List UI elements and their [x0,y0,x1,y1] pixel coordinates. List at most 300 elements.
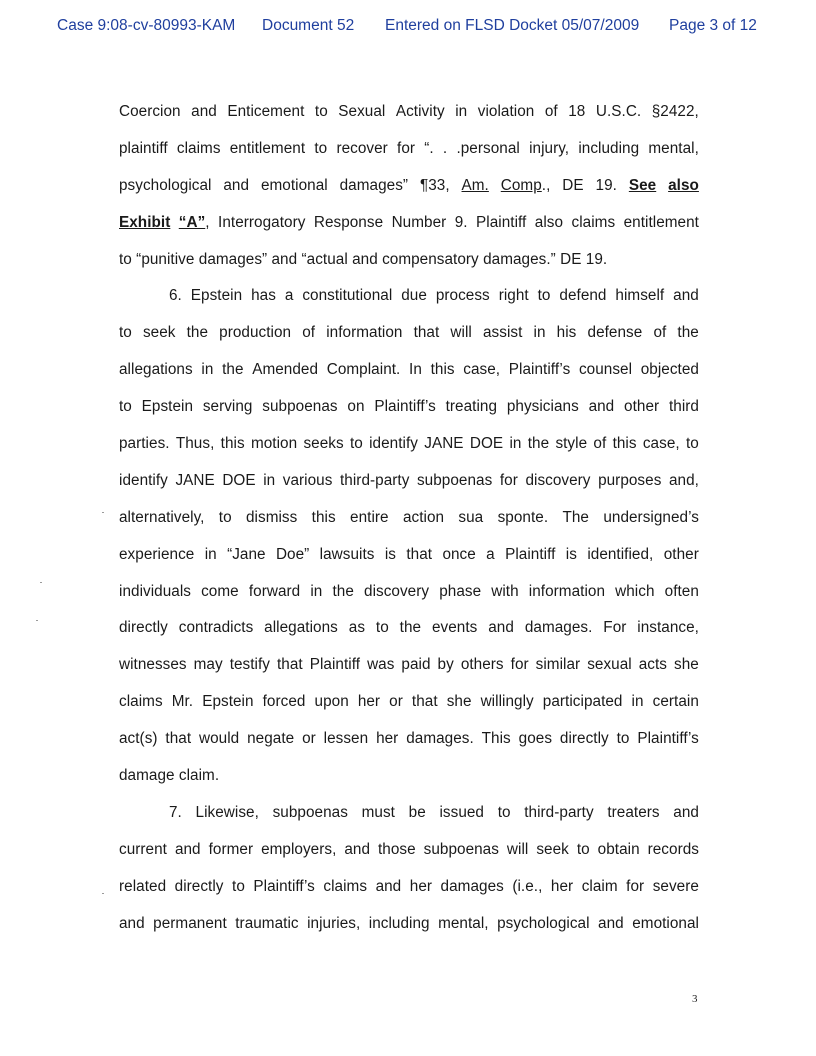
text-run: upon [314,693,349,711]
text-run: would [199,730,240,748]
text-run: §2422, [651,103,699,120]
scan-speck [36,620,38,621]
underlined-text: Am. [461,176,489,194]
text-run: due [401,287,427,305]
text-run: the [399,619,422,637]
word [344,832,370,869]
word [350,500,389,537]
text-run: of [544,103,558,120]
word [176,426,215,463]
word [525,463,590,500]
text-run: and [588,398,615,416]
word [512,869,542,906]
body-line [119,278,699,315]
text-run: Coercion [119,103,181,120]
word [478,94,535,131]
word [669,389,699,426]
word [340,168,408,205]
text-run: those [378,840,416,858]
word [579,352,632,389]
word [221,426,245,463]
word [596,94,641,131]
text-run: Epstein [190,287,243,305]
text-run: process [435,287,490,305]
word [603,610,626,647]
text-run: directly [559,730,609,748]
text-run: other [624,398,660,416]
text-run: psychological [497,914,590,932]
text-run: claim [581,877,618,895]
text-run: treating [445,398,498,416]
text-run: to [537,287,551,305]
text-run: directly [119,619,168,637]
text-run: production [219,324,292,342]
text-run: 6. [169,287,182,305]
word [246,500,297,537]
text-run: current [119,840,167,858]
text-run: seek [142,324,176,342]
docket-header [0,17,816,39]
text-run: in [204,545,217,563]
text-run: sua [458,508,484,526]
word [420,168,450,205]
body-line [119,131,699,168]
word [653,684,699,721]
word [589,389,615,426]
text-run: act(s) [119,730,158,748]
text-run: and [598,914,624,932]
word [142,389,193,426]
text-run: Response [313,213,384,231]
word [598,832,640,869]
word [323,869,367,906]
word [401,278,427,315]
word [119,610,168,647]
text-run: Plaintiff’s [374,398,436,416]
text-run: undersigned’s [603,508,699,526]
text-run: 9. [454,213,468,231]
text-run: and [271,250,298,268]
word [358,684,380,721]
word [481,684,534,721]
text-run: that [165,730,192,748]
word [263,463,275,500]
word [551,869,573,906]
scan-speck [102,893,104,894]
text-run: must [361,803,395,821]
text-run: psychological [119,176,212,194]
word [498,795,511,832]
word [578,131,639,168]
word [272,242,298,279]
word [169,278,182,315]
text-run: 19. [585,250,608,268]
word [587,537,653,574]
page-number: 3 [692,993,698,1005]
word [179,610,254,647]
word [607,795,659,832]
word [307,906,360,943]
word [119,352,193,389]
text-run: to [314,103,328,120]
word [509,352,570,389]
word [535,205,563,242]
body-line [119,574,699,611]
word [191,278,242,315]
body-line [119,869,699,906]
word [119,500,204,537]
word [438,647,454,684]
word [412,684,438,721]
text-run: compensatory [382,250,479,268]
word [557,315,577,352]
word [338,94,385,131]
word [169,795,182,832]
text-run: subpoenas [416,471,493,489]
word [397,131,415,168]
word [424,131,433,168]
text-run: that [411,693,438,711]
word [349,610,365,647]
header-page-count: Page 3 of 12 [669,17,757,34]
text-run: her [376,730,399,748]
text-run: will [450,324,472,342]
word [261,168,328,205]
word [396,94,445,131]
word [374,389,435,426]
text-run: Plaintiff [309,656,361,674]
text-run: treaters [607,803,660,821]
word [324,721,369,758]
word [500,463,518,500]
word [218,205,305,242]
word [673,278,699,315]
word [572,205,616,242]
text-run: Plaintiff [476,213,527,231]
text-run: may [193,656,223,674]
word [534,315,546,352]
text-run: a [284,287,294,305]
text-run: alternatively, [119,508,205,526]
body-line [119,389,699,426]
word [119,684,163,721]
text-run: assist [483,324,523,342]
text-run: forward [248,582,301,600]
word [432,610,477,647]
word [315,684,349,721]
text-run: permanent [153,914,227,932]
text-run: “punitive [136,250,195,268]
word [424,832,499,869]
word [119,906,145,943]
text-run: was [367,656,395,674]
text-run: recover [336,139,388,157]
body-line [119,684,699,721]
text-run: a [486,545,495,563]
word [406,721,474,758]
word [350,426,363,463]
word [669,463,699,500]
text-run: , [205,213,210,231]
scan-speck [102,512,104,513]
body-line [119,94,699,131]
text-run: paid [401,656,431,674]
text-run: with [491,582,519,600]
text-run: Amended [252,361,319,379]
text-run: including [578,139,640,157]
text-run: she [446,693,472,711]
word [461,647,504,684]
text-run: her [409,877,433,895]
text-run: damages.” [483,250,556,268]
text-run: subpoenas [272,803,348,821]
text-run: the [677,324,699,342]
word [476,205,526,242]
word [543,684,623,721]
word [235,906,298,943]
text-run: the [332,582,354,600]
word [674,647,699,684]
word [491,574,518,611]
text-run: In [409,361,422,379]
text-run: this [430,361,455,379]
word [302,315,315,352]
text-run: dismiss [245,508,298,526]
text-run: objected [640,361,699,379]
text-run: to [232,877,245,895]
word [401,647,430,684]
text-run: or [302,730,316,748]
text-run: including [368,914,430,932]
text-run: and [223,176,250,194]
word [497,906,589,943]
text-run: injury, [529,139,570,157]
word [566,537,577,574]
text-run: entitlement [623,213,699,231]
text-run: damages. [524,619,593,637]
word [626,869,644,906]
word [119,758,175,795]
text-run: for [499,471,518,489]
word [252,352,318,389]
word [205,537,217,574]
word [639,647,667,684]
word [119,242,132,279]
text-run: Complaint. [326,361,401,379]
word [382,242,479,279]
text-run: to [685,435,699,453]
text-run: for [626,877,645,895]
text-run: Epstein [202,693,254,711]
text-run: entire [350,508,389,526]
text-run: others [460,656,504,674]
text-run: in [509,435,522,453]
text-run: lessen [323,730,369,748]
word [586,242,607,279]
word [643,426,680,463]
word [536,647,581,684]
word [617,721,630,758]
word [455,205,468,242]
text-run: “. [424,139,434,157]
text-run: which [615,582,655,600]
word [615,278,664,315]
word [326,315,402,352]
text-run: motion [250,435,298,453]
word [562,500,589,537]
word [525,610,593,647]
word [483,315,522,352]
text-run: subpoenas [262,398,338,416]
text-run: as [348,619,366,637]
word [376,721,398,758]
text-run: participated [542,693,623,711]
word [227,537,266,574]
text-run: parties. [119,435,170,453]
word [624,205,699,242]
text-run: to [218,508,232,526]
word [577,832,590,869]
text-run: by [437,656,454,674]
word [119,463,168,500]
word [273,795,348,832]
word [202,684,253,721]
text-run: is [384,545,396,563]
text-run: of [302,324,316,342]
word [389,684,403,721]
word [153,906,227,943]
text-run: has [251,287,276,305]
text-run: DE [560,250,582,268]
word [312,500,336,537]
text-run: DOE [469,435,504,453]
word [347,389,364,426]
body-line [119,315,699,352]
text-run: and [673,803,699,821]
word [637,721,698,758]
word [519,721,552,758]
word [119,574,191,611]
word [582,869,618,906]
word [653,869,699,906]
text-run: Interrogatory [218,213,306,231]
word [648,832,699,869]
word [446,389,497,426]
word [665,574,699,611]
word [165,721,191,758]
word [194,647,223,684]
text-run: Activity [395,103,445,120]
text-run: physicians [506,398,579,416]
text-run: obtain [597,840,640,858]
text-run: identified, [587,545,654,563]
text-run: 18 [568,103,586,120]
word [314,205,383,242]
text-run: Sexual [338,103,386,120]
word [177,131,221,168]
word [364,574,429,611]
text-run: to [119,250,132,268]
underlined-text: Comp [500,176,542,194]
text-run: Likewise, [195,803,259,821]
text-run: in [310,582,323,600]
word [438,906,489,943]
word [119,94,181,131]
text-run: claims [176,139,221,157]
text-run: injuries, [307,914,361,932]
word [470,426,503,463]
word [603,500,699,537]
text-run: right [498,287,529,305]
text-run: to [119,398,132,416]
text-run: his [556,324,577,342]
text-run: and [174,840,201,858]
text-run: is [565,545,577,563]
word [262,389,337,426]
text-run: she [674,656,699,674]
word [443,131,447,168]
text-run: individuals [119,582,191,600]
word [227,94,304,131]
body-line [119,205,699,242]
word [524,795,593,832]
word [409,795,426,832]
word [498,500,549,537]
text-run: this [311,508,336,526]
text-run: on [347,398,365,416]
word [119,131,168,168]
word [483,242,556,279]
text-run: acts [638,656,667,674]
word [436,278,490,315]
word [277,647,303,684]
body-line [119,610,699,647]
word [528,426,549,463]
word [596,168,617,205]
text-run: and [488,619,514,637]
word [414,315,440,352]
word [223,168,249,205]
text-run: severe [652,877,699,895]
word [369,426,418,463]
text-run: witnesses [119,656,187,674]
text-run: “Jane [227,545,266,563]
text-run: lawsuits [319,545,375,563]
text-run: various [282,471,333,489]
text-run: seek [536,840,569,858]
word [179,205,210,242]
word [588,315,643,352]
word [175,463,214,500]
text-run: related [119,877,167,895]
text-run: to [375,619,389,637]
text-run: for [510,656,529,674]
text-run: to [497,803,511,821]
word [352,242,378,279]
word [450,315,471,352]
text-run: of [593,435,607,453]
text-run: Plaintiff [505,545,556,563]
underlined-text: See [628,176,657,194]
text-run: purposes [598,471,662,489]
word [455,94,467,131]
word [458,500,483,537]
word [332,574,353,611]
word [336,131,387,168]
text-run: former [208,840,254,858]
word [264,610,338,647]
word [376,869,402,906]
